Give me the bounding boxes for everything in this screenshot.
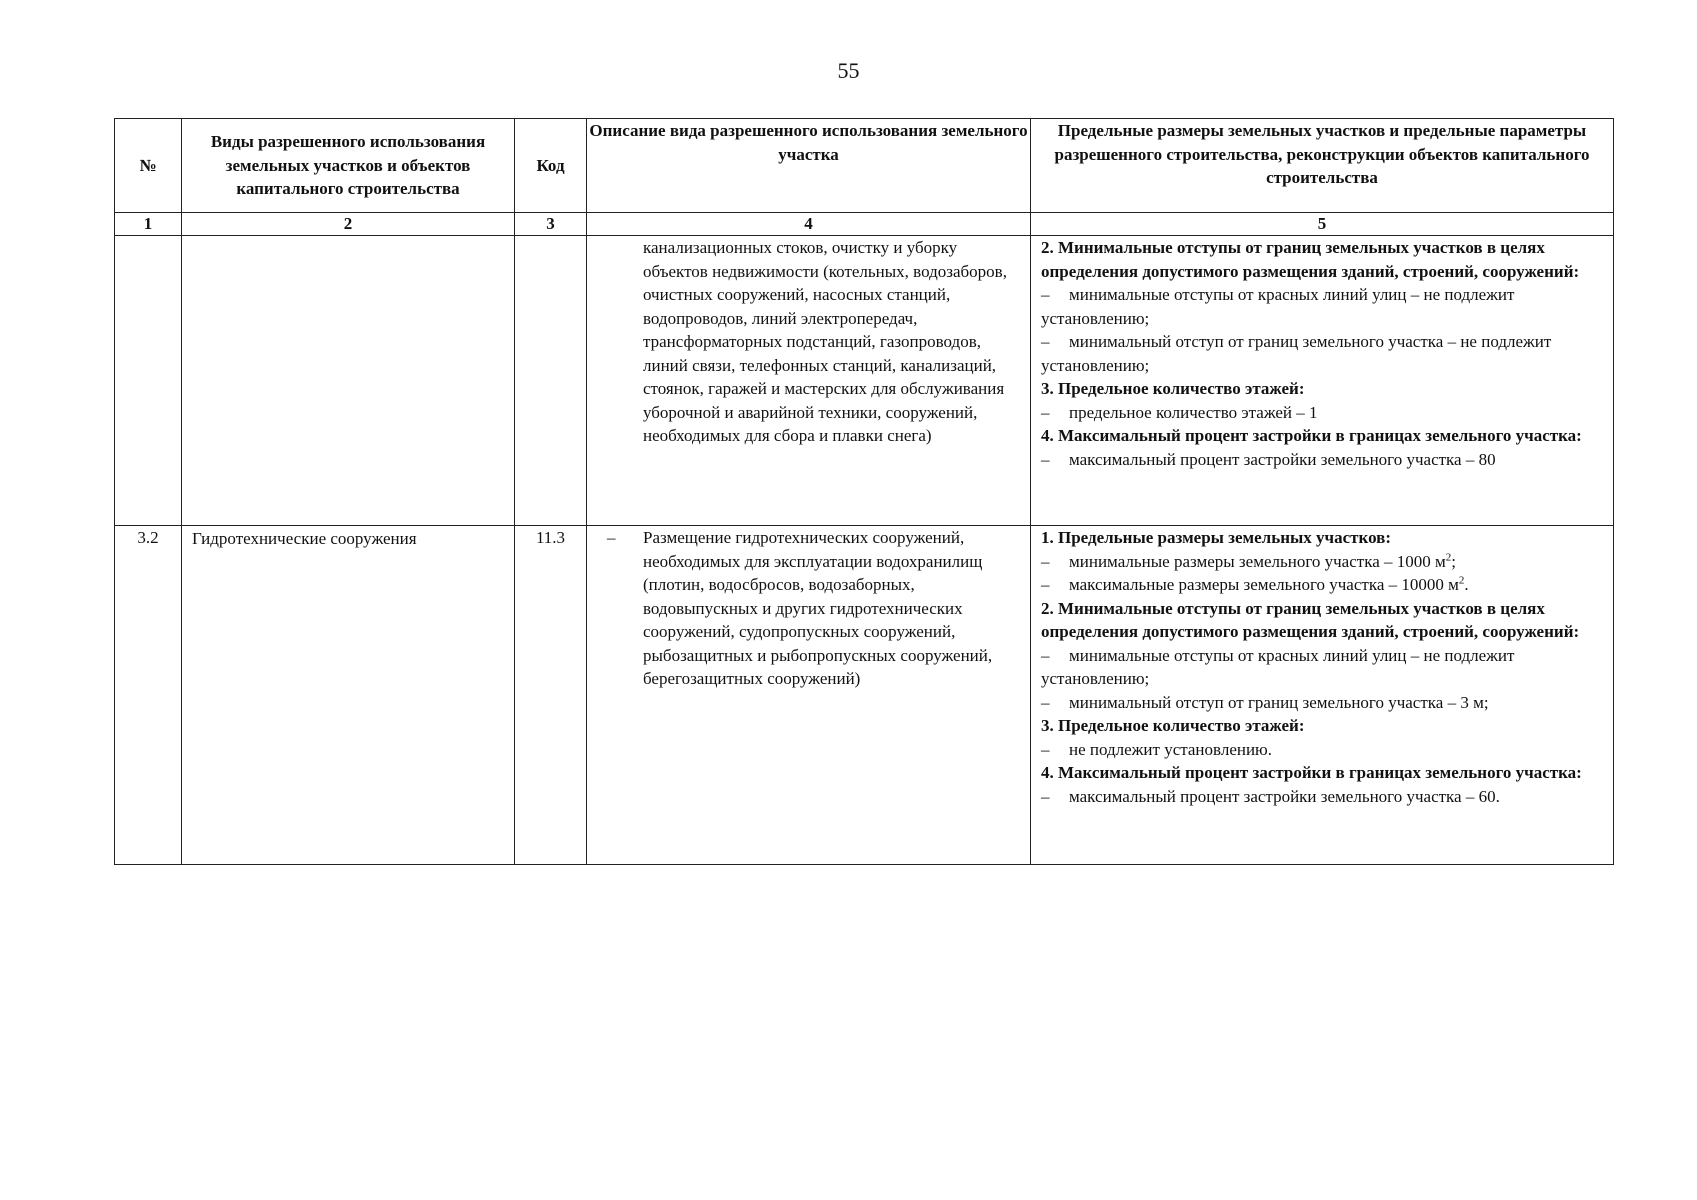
dash-marker: – — [1041, 739, 1050, 759]
row-description-cell — [587, 236, 1031, 526]
regulations-table — [114, 118, 1614, 865]
parameter-item — [1041, 644, 1605, 691]
header-code: Код — [515, 119, 587, 213]
parameter-text: минимальные отступы от красных линий улиц – не подлежит установлению; — [1041, 645, 1515, 688]
dash-marker: – — [1041, 332, 1050, 351]
row-code: 11.3 — [515, 526, 587, 865]
row-description: Размещение гидротехнических сооружений, необходимых для эксплуатации водохранилищ (плотин, водосбросов, водозаборных, водовыпускных и других гидротехнических сооружений, судопропускных сооружений, рыбозащитных и рыбопропускных сооружений, берегозащитных сооружений) — [643, 528, 993, 688]
table-row — [115, 236, 1614, 526]
row-use-type: Гидротехнические сооружения — [182, 526, 515, 865]
parameter-item — [1041, 550, 1605, 574]
row-number — [115, 236, 182, 526]
page-number: 55 — [837, 58, 860, 83]
column-number: 5 — [1031, 213, 1614, 236]
header-number: № — [115, 119, 182, 213]
parameter-heading: 2. Минимальные отступы от границ земельных участков в целях определения допустимого размещения зданий, строений, сооружений: — [1041, 238, 1580, 281]
parameter-text: не подлежит установлению. — [1069, 739, 1273, 759]
column-number: 4 — [587, 213, 1031, 236]
dash-marker: – — [1041, 402, 1050, 422]
parameter-heading: 4. Максимальный процент застройки в границах земельного участка: — [1041, 426, 1582, 445]
unit-superscript: 2 — [1458, 574, 1465, 587]
parameter-text: максимальный процент застройки земельного участка – 80 — [1069, 449, 1496, 469]
parameter-heading: 2. Минимальные отступы от границ земельных участков в целях определения допустимого размещения зданий, строений, сооружений: — [1041, 598, 1580, 641]
parameter-heading: 3. Предельное количество этажей: — [1041, 716, 1305, 735]
parameter-heading: 3. Предельное количество этажей: — [1041, 379, 1305, 398]
dash-marker: – — [1041, 285, 1050, 304]
parameter-item — [1041, 738, 1605, 762]
parameter-text: минимальные размеры земельного участка – 1000 м — [1069, 551, 1446, 571]
unit-superscript: 2 — [1445, 550, 1452, 563]
parameter-item — [1041, 401, 1605, 425]
column-number: 1 — [115, 213, 182, 236]
row-parameters — [1031, 526, 1614, 865]
header-parameters: Предельные размеры земельных участков и предельные параметры разрешенного строительства, реконструкции объектов капитального строительства — [1031, 119, 1614, 213]
row-description-cell — [587, 526, 1031, 865]
column-number: 3 — [515, 213, 587, 236]
column-number: 2 — [182, 213, 515, 236]
row-number: 3.2 — [115, 526, 182, 865]
row-use-type — [182, 236, 515, 526]
header-description: Описание вида разрешенного использования земельного участка — [587, 119, 1031, 213]
parameter-text: максимальный процент застройки земельного участка – 60. — [1069, 786, 1500, 806]
dash-marker: – — [1041, 551, 1050, 571]
dash-marker: – — [1041, 449, 1050, 469]
row-parameters — [1031, 236, 1614, 526]
table-row — [115, 526, 1614, 865]
dash-marker: – — [1041, 645, 1050, 665]
header-row — [115, 119, 1614, 213]
parameter-text: минимальный отступ от границ земельного участка – 3 м; — [1069, 692, 1489, 712]
parameter-punctuation: ; — [1451, 551, 1456, 571]
parameter-item — [1041, 691, 1605, 715]
dash-marker: – — [1041, 575, 1050, 594]
parameter-item — [1041, 573, 1605, 597]
row-code — [515, 236, 587, 526]
dash-marker: – — [1041, 692, 1050, 712]
parameter-text: минимальные отступы от красных линий улиц – не подлежит установлению; — [1041, 285, 1515, 328]
column-number-row — [115, 213, 1614, 236]
parameter-item — [1041, 283, 1605, 330]
dash-marker: – — [1041, 786, 1050, 806]
parameter-item — [1041, 785, 1605, 809]
parameter-heading: 1. Предельные размеры земельных участков: — [1041, 528, 1392, 547]
header-use-type: Виды разрешенного использования земельных участков и объектов капитального строительства — [182, 119, 515, 213]
parameter-item — [1041, 448, 1605, 472]
parameter-text: максимальные размеры земельного участка – 10000 м — [1069, 575, 1459, 594]
parameter-text: минимальный отступ от границ земельного участка – не подлежит установлению; — [1041, 332, 1552, 375]
dash-marker: – — [607, 528, 616, 547]
parameter-heading: 4. Максимальный процент застройки в границах земельного участка: — [1041, 763, 1582, 782]
parameter-punctuation: . — [1464, 575, 1469, 594]
parameter-text: предельное количество этажей – 1 — [1069, 402, 1318, 422]
row-description: канализационных стоков, очистку и уборку объектов недвижимости (котельных, водозаборов, очистных сооружений, насосных станций, водопроводов, линий электропередач, трансформаторных подстанций, газопроводов, линий связи, телефонных станций, канализаций, стоянок, гаражей и мастерских для обслуживания уборочной и аварийной техники, сооружений, необходимых для сбора и плавки снега) — [643, 238, 1007, 445]
parameter-item — [1041, 330, 1605, 377]
